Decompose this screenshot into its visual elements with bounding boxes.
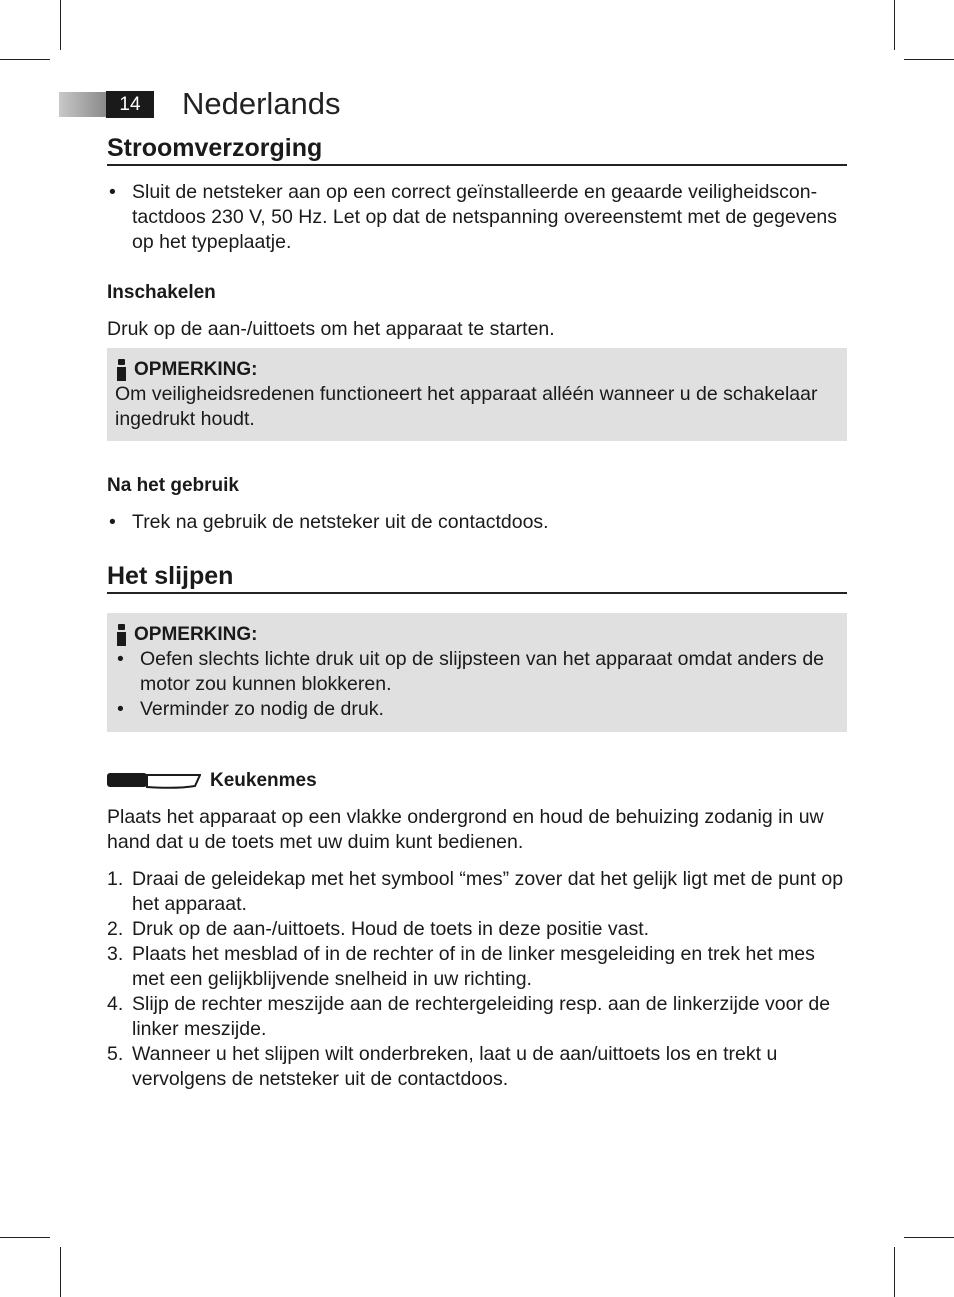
crop-mark xyxy=(0,1237,50,1238)
info-icon xyxy=(115,623,127,647)
step-text: Slijp de rechter meszijde aan de rechtergeleiding resp. aan de linkerzijde voor de linker meszijde. xyxy=(132,993,831,1040)
section-slijpen xyxy=(107,561,847,594)
bullet-text: Oefen slechts lichte druk uit op de slijpsteen van het apparaat omdat anders de motor zou kunnen blokkeren. xyxy=(140,648,825,695)
knife-icon xyxy=(107,770,201,792)
bullet-line: op het typeplaatje. xyxy=(132,231,292,253)
bullet-glyph: • xyxy=(109,511,116,533)
list-item xyxy=(115,647,839,697)
step-text: Wanneer u het slijpen wilt onderbreken, laat u de aan/uittoets los en trekt u vervolgens de netsteker uit de contactdoos. xyxy=(132,1043,778,1090)
steps-list xyxy=(107,867,847,1092)
paragraph: Plaats het apparaat op een vlakke ondergrond en houd de behuizing zodanig in uw hand dat u de toets met uw duim kunt bedienen. xyxy=(107,806,824,853)
crop-mark xyxy=(894,0,895,50)
list-item xyxy=(115,697,839,722)
list-item xyxy=(107,1042,847,1092)
paragraph: Druk op de aan-/uittoets om het apparaat te starten. xyxy=(107,318,555,340)
crop-mark xyxy=(894,1247,895,1297)
keukenmes-heading-row xyxy=(107,769,847,793)
section-heading: Stroomverzorging xyxy=(107,133,847,166)
crop-mark xyxy=(60,1247,61,1297)
bullet-glyph: • xyxy=(117,648,124,670)
step-number: 3. xyxy=(107,943,124,965)
step-text: Druk op de aan-/uittoets. Houd de toets in deze positie vast. xyxy=(132,918,650,940)
header-gradient-bar xyxy=(59,92,106,117)
step-number: 5. xyxy=(107,1043,124,1065)
list-item xyxy=(107,510,847,535)
language-title: Nederlands xyxy=(182,86,341,121)
crop-mark xyxy=(904,59,954,60)
note-box xyxy=(107,613,847,732)
crop-mark xyxy=(0,59,50,60)
bullet-text: Trek na gebruik de netsteker uit de contactdoos. xyxy=(132,511,549,533)
page-number: 14 xyxy=(106,91,154,118)
subheading: Keukenmes xyxy=(210,770,317,791)
info-icon xyxy=(115,358,127,382)
note-box xyxy=(107,348,847,441)
crop-mark xyxy=(60,0,61,50)
note-label: OPMERKING: xyxy=(134,624,258,645)
list-item xyxy=(107,942,847,992)
step-number: 2. xyxy=(107,918,124,940)
step-text: Draai de geleidekap met het symbool “mes” zover dat het gelijk ligt met de punt op het apparaat. xyxy=(132,868,844,915)
subheading: Inschakelen xyxy=(107,282,216,303)
list-item xyxy=(107,917,847,942)
note-text: Om veiligheidsredenen functioneert het apparaat alléén wanneer u de schakelaar ingedrukt houdt. xyxy=(115,383,818,430)
list-item xyxy=(107,992,847,1042)
crop-mark xyxy=(904,1237,954,1238)
list-item xyxy=(107,180,847,255)
step-number: 4. xyxy=(107,993,124,1015)
list-item xyxy=(107,867,847,917)
bullet-glyph: • xyxy=(117,698,124,720)
note-header xyxy=(115,623,839,647)
bullet-line: tactdoos 230 V, 50 Hz. Let op dat de netspanning overeenstemt met de gegevens xyxy=(132,206,838,228)
bullet-line: Sluit de netsteker aan op een correct geïnstalleerde en geaarde veiligheidscon- xyxy=(132,181,818,203)
stroom-bullet-list xyxy=(107,180,847,255)
step-text: Plaats het mesblad of in de rechter of in de linker mesgeleiding en trek het mes met een gelijkblijvende snelheid in uw richting. xyxy=(132,943,815,990)
note-header xyxy=(115,358,839,382)
bullet-text: Verminder zo nodig de druk. xyxy=(140,698,384,720)
bullet-glyph: • xyxy=(109,181,116,203)
subheading: Na het gebruik xyxy=(107,475,239,496)
section-stroomverzorging xyxy=(107,133,847,166)
step-number: 1. xyxy=(107,868,124,890)
section-heading: Het slijpen xyxy=(107,561,847,594)
inschakelen-block xyxy=(107,281,847,305)
note-label: OPMERKING: xyxy=(134,359,258,380)
